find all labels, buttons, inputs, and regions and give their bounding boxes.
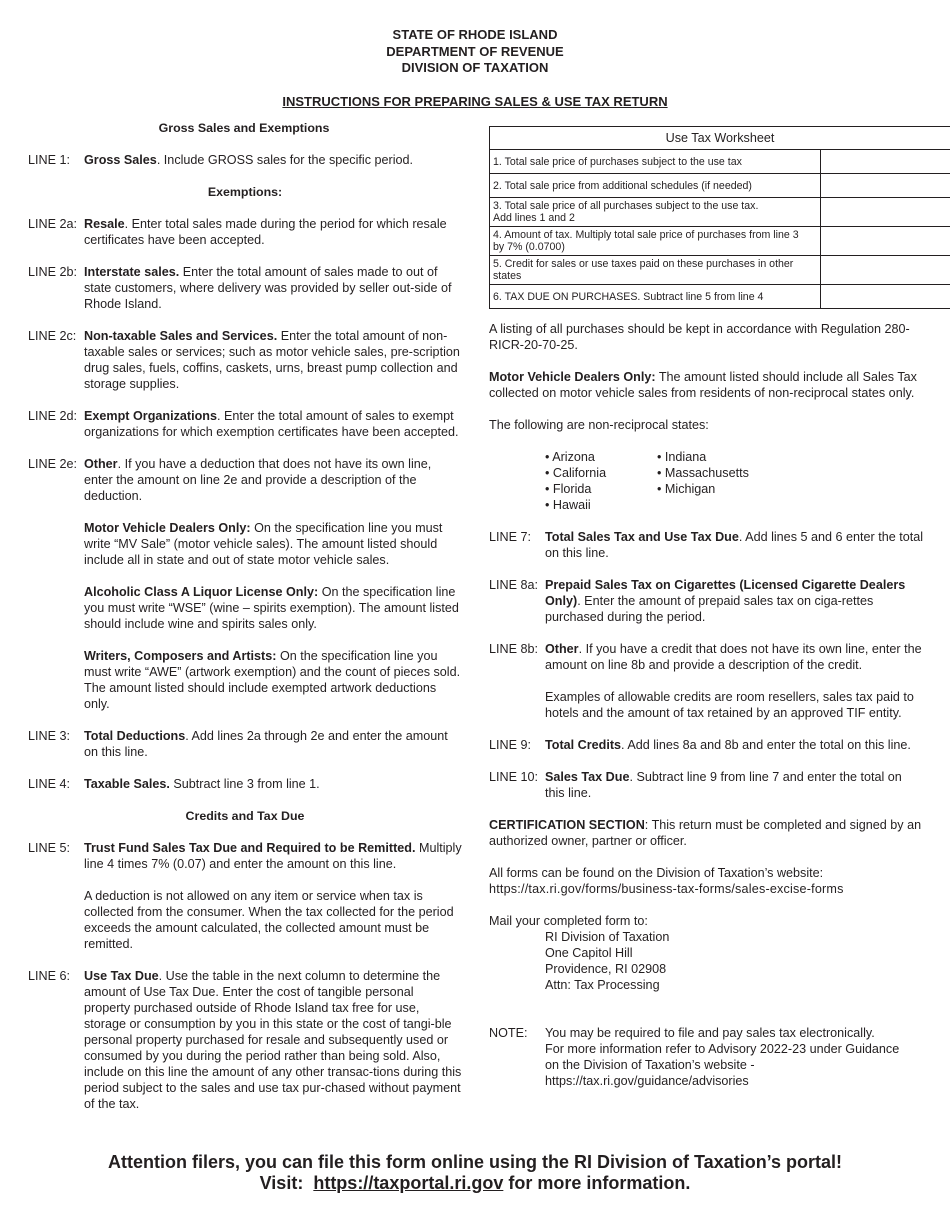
line-text: . Add lines 8a and 8b and enter the total on this line.	[621, 738, 911, 752]
state-item: • Arizona	[545, 450, 595, 464]
instruction-line-4	[28, 776, 462, 792]
line-heading: Other	[545, 642, 579, 656]
instruction-line-9	[489, 737, 923, 753]
worksheet-value-cell[interactable]	[821, 227, 950, 256]
instruction-line-2e	[28, 456, 462, 504]
instruction-line-3	[28, 728, 462, 760]
worksheet-row-label: 6. TAX DUE ON PURCHASES. Subtract line 5 from line 4	[490, 285, 821, 309]
line-text: . If you have a credit that does not have its own line, enter the amount on line 8b and provide a description of the credit.	[545, 642, 922, 672]
motor-vehicle-dealers-sales-tax-note	[489, 369, 923, 401]
mailing-address	[545, 929, 923, 993]
note-heading: Motor Vehicle Dealers Only:	[84, 521, 251, 535]
section-heading-exemptions: Exemptions:	[207, 185, 283, 199]
line-heading: Gross Sales	[84, 153, 157, 167]
line-heading: Exempt Organizations	[84, 409, 217, 423]
worksheet-value-cell[interactable]	[821, 174, 950, 198]
instruction-line-10	[489, 769, 923, 801]
line-text: . Enter the amount of prepaid sales tax on ciga-rettes purchased during the period.	[545, 594, 874, 624]
line-text: Multiply line 4 times 7% (0.07) and enter the amount on this line.	[84, 841, 462, 871]
instruction-line-8a	[489, 577, 923, 625]
line-label: LINE 8b:	[489, 642, 539, 656]
instruction-line-2d	[28, 408, 462, 440]
non-reciprocal-states-list	[545, 449, 923, 513]
banner-headline: Attention filers, you can file this form online using the RI Division of Taxation’s portal!	[107, 1152, 843, 1172]
state-item: • Hawaii	[545, 498, 591, 512]
section-heading-gross: Gross Sales and Exemptions	[158, 121, 330, 135]
instruction-line-2c	[28, 328, 462, 392]
visit-label: Visit:	[259, 1173, 304, 1193]
line-label: LINE 8a:	[489, 578, 539, 592]
certification-section-note	[489, 817, 923, 849]
forms-website-text: All forms can be found on the Division of Taxation’s website:	[489, 866, 824, 880]
worksheet-value-cell[interactable]	[821, 150, 950, 174]
state-item: • Florida	[545, 482, 592, 496]
line-label: LINE 9:	[489, 738, 531, 752]
right-column	[489, 126, 923, 1089]
note-heading: Writers, Composers and Artists:	[84, 649, 277, 663]
worksheet-row-label: 2. Total sale price from additional schedules (if needed)	[490, 174, 821, 198]
address-line: RI Division of Taxation	[545, 930, 670, 944]
note-heading: Motor Vehicle Dealers Only:	[489, 370, 656, 384]
worksheet-value-cell[interactable]	[821, 256, 950, 285]
instruction-line-7	[489, 529, 923, 561]
taxportal-link[interactable]: https://taxportal.ri.gov	[313, 1173, 504, 1193]
visit-suffix: for more information.	[503, 1173, 691, 1193]
agency-header	[0, 27, 950, 77]
line-label: LINE 5:	[28, 841, 70, 855]
line-heading: Non-taxable Sales and Services.	[84, 329, 278, 343]
line-heading: Prepaid Sales Tax on Cigarettes (Licensed Cigarette Dealers Only)	[545, 578, 906, 608]
left-column	[28, 120, 462, 1112]
note-line: on the Division of Taxation’s website -	[545, 1058, 755, 1072]
line-label: LINE 2a:	[28, 217, 78, 231]
line-text: . Include GROSS sales for the specific period.	[156, 153, 414, 167]
line-label: LINE 1:	[28, 153, 70, 167]
line-heading: Total Credits	[545, 738, 622, 752]
worksheet-row-label: 3. Total sale price of all purchases subject to the use tax. Add lines 1 and 2	[490, 198, 821, 227]
note-line: https://tax.ri.gov/guidance/advisories	[545, 1074, 749, 1088]
section-heading-credits: Credits and Tax Due	[185, 809, 305, 823]
line-label: LINE 2e:	[28, 457, 78, 471]
use-tax-worksheet	[489, 126, 950, 309]
line-heading: Resale	[84, 217, 125, 231]
state-item: • Michigan	[657, 482, 716, 496]
note-heading: CERTIFICATION SECTION	[489, 818, 645, 832]
line-text: . Enter the total amount of sales to exempt organizations for which exemption certificates have been accepted.	[84, 409, 459, 439]
liquor-license-note	[28, 584, 462, 632]
non-reciprocal-intro: The following are non-reciprocal states:	[489, 418, 709, 432]
note-line: For more information refer to Advisory 2022-23 under Guidance	[545, 1042, 900, 1056]
instruction-line-2b	[28, 264, 462, 312]
state-item: • California	[545, 466, 607, 480]
instruction-line-5	[28, 840, 462, 872]
instruction-line-8b	[489, 641, 923, 673]
line-label: LINE 7:	[489, 530, 531, 544]
writers-artists-note	[28, 648, 462, 712]
note-line: You may be required to file and pay sales tax electronically.	[545, 1026, 875, 1040]
line-label: LINE 10:	[489, 770, 539, 784]
state-item: • Massachusetts	[657, 466, 749, 480]
purchase-listing-note: A listing of all purchases should be kept in accordance with Regulation 280-RICR-20-70-25.	[489, 322, 910, 352]
line-text: Enter the total amount of sales made to out of state customers, where delivery was provided by seller out-side of Rhode Island.	[84, 265, 452, 311]
line-text: . Use the table in the next column to determine the amount of Use Tax Due. Enter the cost of tangible personal property purchased outside of Rhode Island tax free for use, storage or consumption by you in this state or the cost of tangi-ble personal property purchased for resale and subsequently used or consumed by you during the period rather than being sold. Also, include on this line the amount of any other transac-tions during this period subject to the sales and use tax pur-chased without payment of the tax.	[84, 969, 462, 1111]
line-label: LINE 2c:	[28, 329, 77, 343]
line-text: Enter the total amount of non-taxable sales or services; such as motor vehicle sales, pre-scription drug sales, fuels, coffins, caskets, urns, breast pump collection and storage supplies.	[84, 329, 460, 391]
line-label: LINE 3:	[28, 729, 70, 743]
note-text: On the specification line you must write “AWE” (artwork exemption) and the count of pieces sold. The amount listed should include exempted artwork deductions only.	[84, 649, 461, 711]
note-text: The amount listed should include all Sales Tax collected on motor vehicle sales from residents of non-reciprocal states only.	[489, 370, 917, 400]
line-heading: Interstate sales.	[84, 265, 180, 279]
worksheet-value-cell[interactable]	[821, 198, 950, 227]
address-line: Providence, RI 02908	[545, 962, 667, 976]
line-text: . Add lines 2a through 2e and enter the amount on this line.	[84, 729, 448, 759]
page-title: INSTRUCTIONS FOR PREPARING SALES & USE TAX RETURN	[282, 94, 668, 109]
mail-intro: Mail your completed form to:	[489, 914, 648, 928]
line-text: . If you have a deduction that does not have its own line, enter the amount on line 2e and provide a description of the deduction.	[84, 457, 432, 503]
line-heading: Sales Tax Due	[545, 770, 630, 784]
states-column	[657, 449, 769, 513]
line-label: LINE 2b:	[28, 265, 78, 279]
state-item: • Indiana	[657, 450, 707, 464]
line-text: . Subtract line 9 from line 7 and enter the total on this line.	[545, 770, 902, 800]
note-text: : This return must be completed and signed by an authorized owner, partner or officer.	[489, 818, 922, 848]
forms-website-url: https://tax.ri.gov/forms/business-tax-forms/sales-excise-forms	[489, 882, 844, 896]
instruction-line-6	[28, 968, 462, 1112]
worksheet-value-cell[interactable]	[821, 285, 950, 309]
worksheet-row-label: 1. Total sale price of purchases subject to the use tax	[490, 150, 821, 174]
motor-vehicle-dealers-note	[28, 520, 462, 568]
note-heading: Alcoholic Class A Liquor License Only:	[84, 585, 319, 599]
note-text: On the specification line you must write “MV Sale” (motor vehicle sales). The amount listed should include all in state and out of state motor vehicle sales.	[84, 521, 443, 567]
note-text: On the specification line you must write “WSE” (wine – spirits exemption). The amount listed should include wine and spirits sales only.	[84, 585, 459, 631]
instruction-line-1	[28, 152, 462, 168]
line-heading: Total Deductions	[84, 729, 186, 743]
line-text: . Enter total sales made during the period for which resale certificates have been accepted.	[84, 217, 447, 247]
instruction-line-2a	[28, 216, 462, 248]
states-column	[545, 449, 657, 513]
worksheet-row-label: 4. Amount of tax. Multiply total sale price of purchases from line 3 by 7% (0.0700)	[490, 227, 821, 256]
line-8b-examples-note: Examples of allowable credits are room resellers, sales tax paid to hotels and the amount of tax retained by an approved TIF entity.	[545, 690, 914, 720]
worksheet-title: Use Tax Worksheet	[490, 127, 950, 150]
online-filing-banner	[0, 1152, 950, 1194]
line-heading: Other	[84, 457, 118, 471]
line-label: LINE 2d:	[28, 409, 78, 423]
line-label: LINE 6:	[28, 969, 70, 983]
note-body	[489, 1025, 923, 1089]
division-name: DIVISION OF TAXATION	[401, 60, 549, 75]
line-heading: Use Tax Due	[84, 969, 159, 983]
address-line: One Capitol Hill	[545, 946, 633, 960]
electronic-filing-note	[489, 1025, 923, 1089]
worksheet-row-label: 5. Credit for sales or use taxes paid on these purchases in other states	[490, 256, 821, 285]
state-name: STATE OF RHODE ISLAND	[392, 27, 558, 42]
note-label: NOTE:	[489, 1026, 528, 1040]
line-label: LINE 4:	[28, 777, 70, 791]
line-5-deduction-note: A deduction is not allowed on any item or service when tax is collected from the consumer. When the tax collected for the period exceeds the amount calculated, the collected amount must be remitted.	[84, 889, 454, 951]
line-heading: Total Sales Tax and Use Tax Due	[545, 530, 739, 544]
department-name: DEPARTMENT OF REVENUE	[386, 43, 564, 59]
line-text: . Add lines 5 and 6 enter the total on this line.	[545, 530, 924, 560]
line-heading: Taxable Sales.	[84, 777, 170, 791]
address-line: Attn: Tax Processing	[545, 978, 660, 992]
line-text: Subtract line 3 from line 1.	[169, 777, 320, 791]
banner-visit-line	[0, 1173, 950, 1194]
line-heading: Trust Fund Sales Tax Due and Required to be Remitted.	[84, 841, 416, 855]
